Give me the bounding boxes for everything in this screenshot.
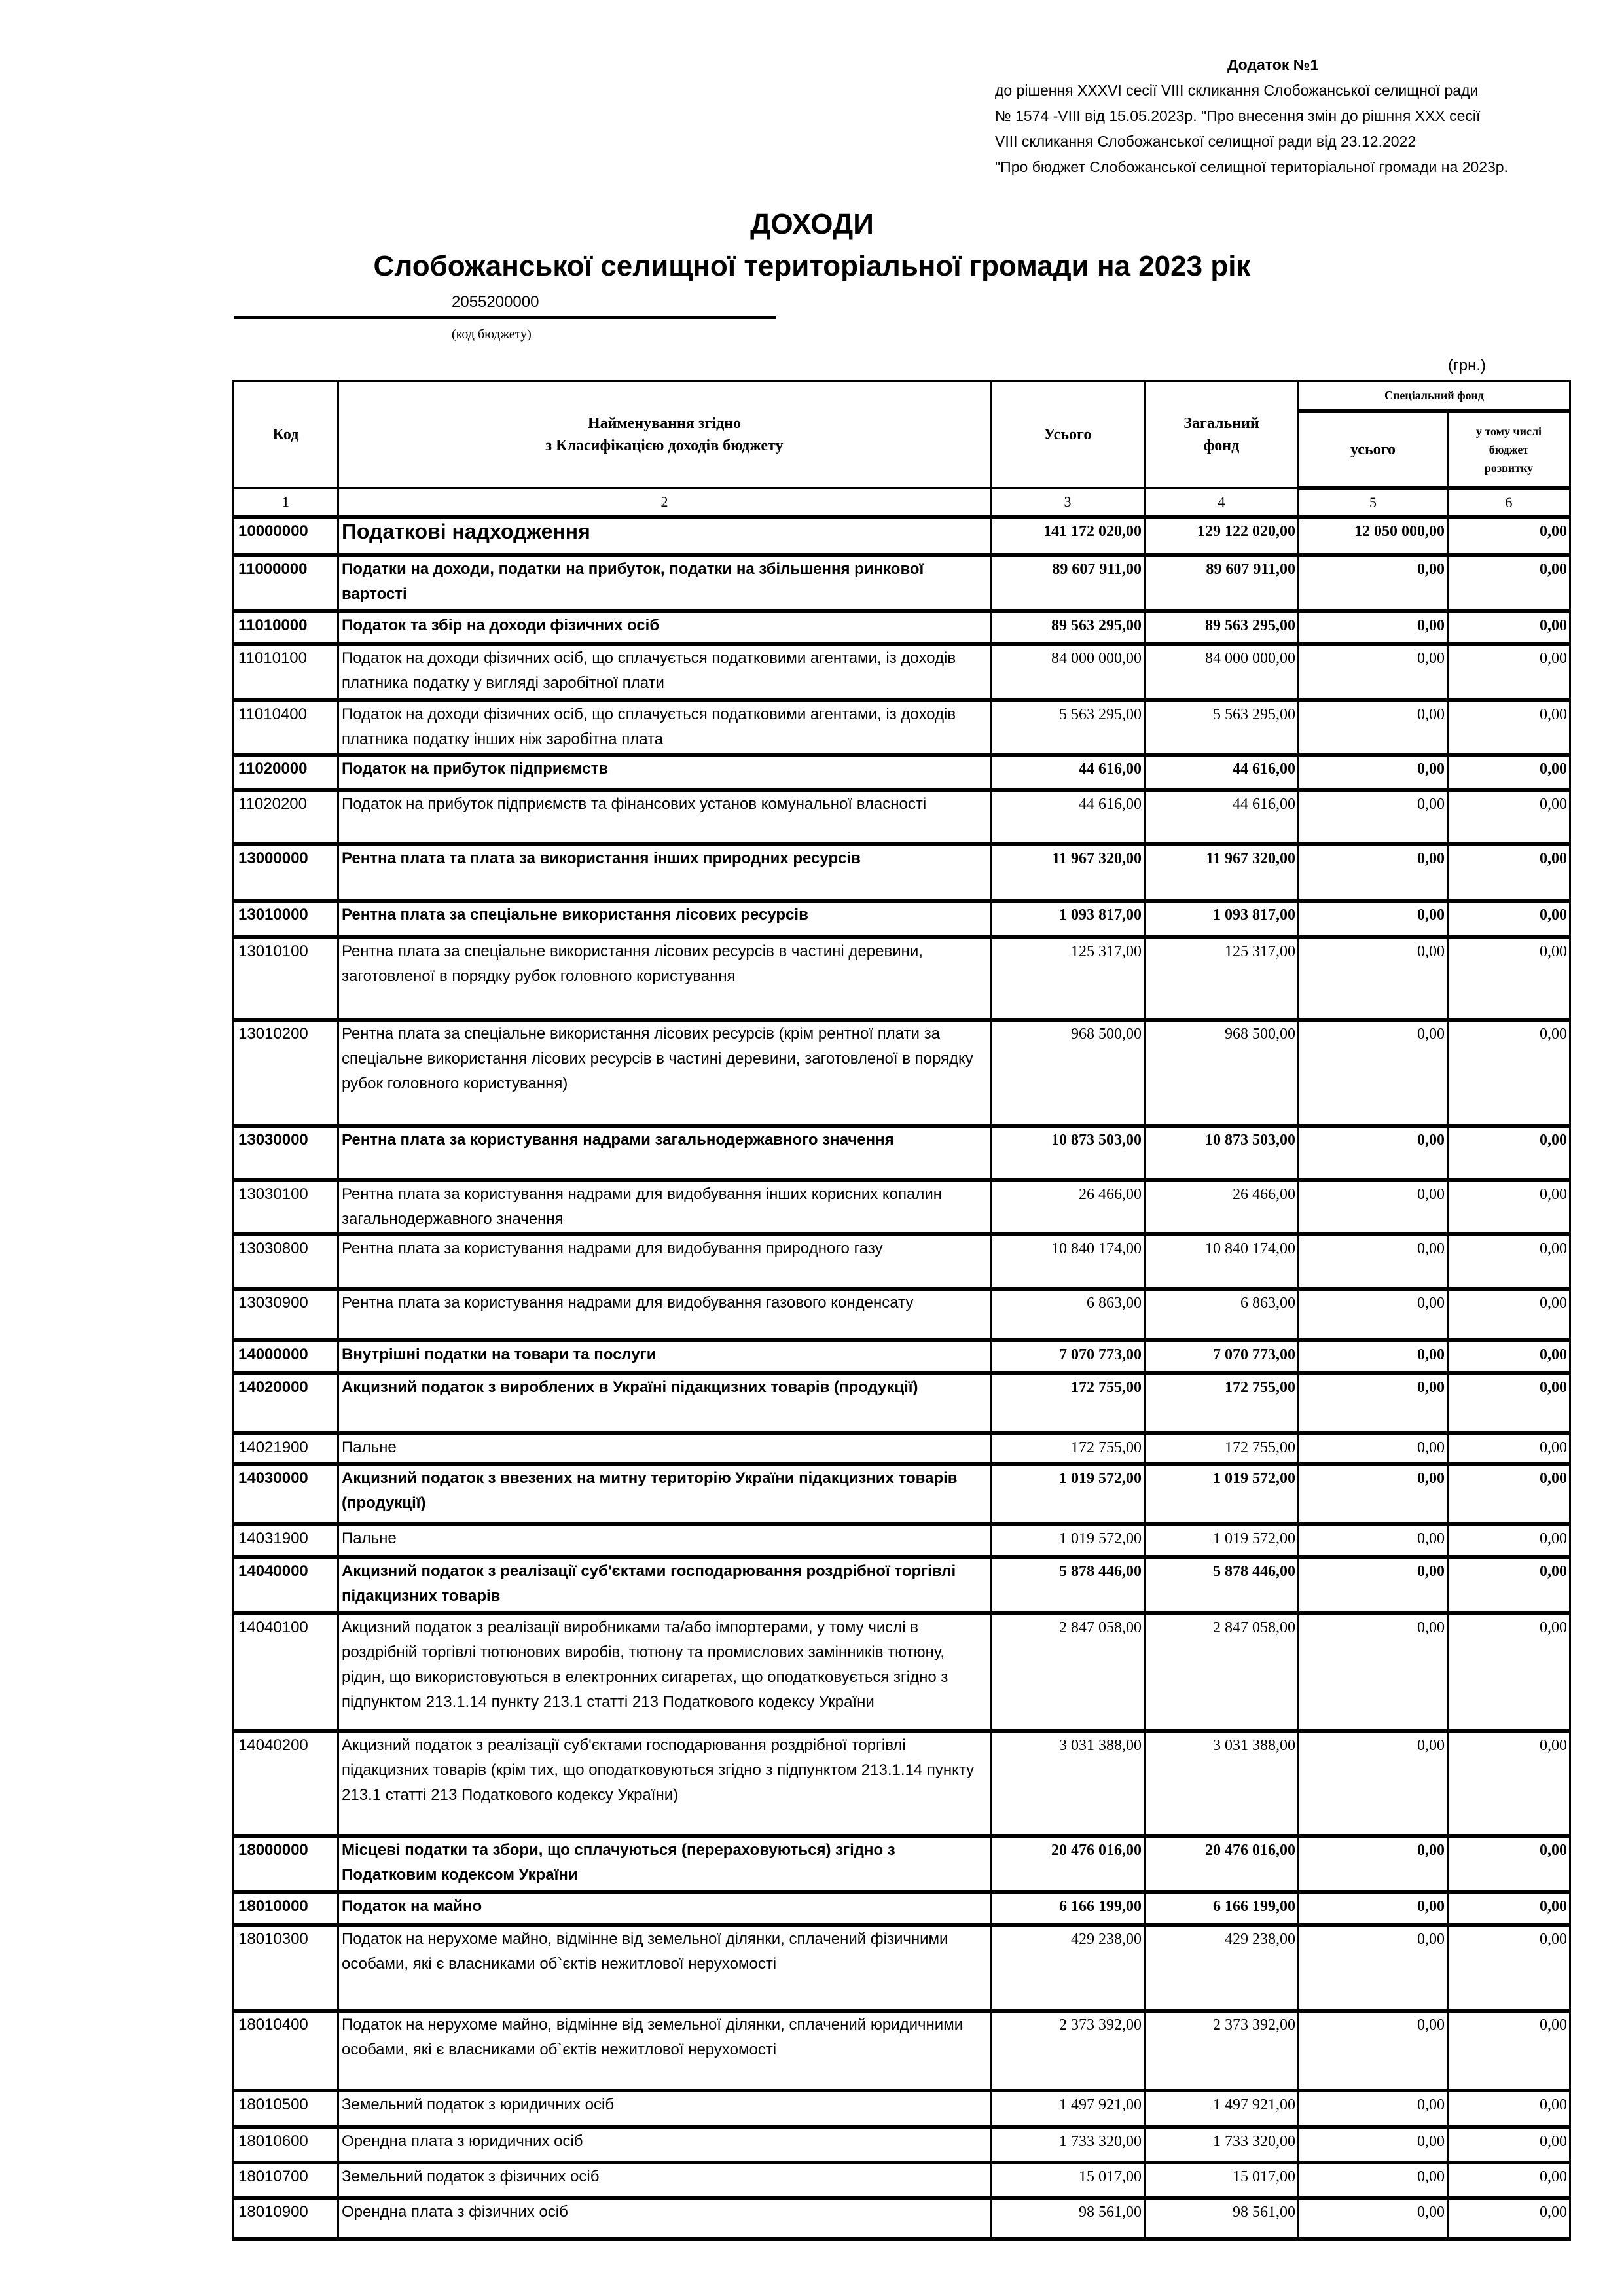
row-development-budget: 0,00 [1448, 937, 1570, 1020]
row-code: 13010000 [234, 901, 338, 937]
row-name: Рентна плата за користування надрами загальнодержавного значення [338, 1126, 991, 1180]
row-development-budget: 0,00 [1448, 1373, 1570, 1433]
row-total: 89 563 295,00 [991, 611, 1145, 644]
appendix-note [995, 52, 1584, 180]
row-development-budget: 0,00 [1448, 1340, 1570, 1373]
header-general-fund-line: фонд [1203, 437, 1240, 454]
row-total: 968 500,00 [991, 1020, 1145, 1126]
row-general-fund: 429 238,00 [1145, 1925, 1299, 2011]
row-special-fund: 0,00 [1299, 1557, 1448, 1613]
row-development-budget: 0,00 [1448, 755, 1570, 790]
table-row [234, 1557, 1570, 1613]
appendix-title: Додаток №1 [1227, 56, 1319, 73]
column-number: 6 [1448, 488, 1570, 517]
row-name: Акцизний податок з реалізації суб'єктами господарювання роздрібної торгівлі підакцизних товарів [338, 1557, 991, 1613]
row-general-fund: 1 019 572,00 [1145, 1524, 1299, 1557]
row-development-budget: 0,00 [1448, 901, 1570, 937]
row-total: 125 317,00 [991, 937, 1145, 1020]
row-general-fund: 172 755,00 [1145, 1433, 1299, 1464]
row-total: 44 616,00 [991, 755, 1145, 790]
row-development-budget: 0,00 [1448, 2090, 1570, 2127]
row-code: 11000000 [234, 555, 338, 611]
row-special-fund: 0,00 [1299, 790, 1448, 844]
row-development-budget: 0,00 [1448, 1892, 1570, 1925]
table-row [234, 1234, 1570, 1289]
row-development-budget: 0,00 [1448, 2127, 1570, 2162]
row-special-fund: 0,00 [1299, 1925, 1448, 2011]
row-special-fund: 0,00 [1299, 644, 1448, 700]
row-development-budget: 0,00 [1448, 611, 1570, 644]
table-row [234, 644, 1570, 700]
row-code: 13000000 [234, 844, 338, 901]
row-code: 14040000 [234, 1557, 338, 1613]
row-special-fund: 0,00 [1299, 1289, 1448, 1340]
row-total: 172 755,00 [991, 1373, 1145, 1433]
row-name: Рентна плата за користування надрами для видобування природного газу [338, 1234, 991, 1289]
table-row [234, 1020, 1570, 1126]
row-code: 11010100 [234, 644, 338, 700]
row-name: Рентна плата за спеціальне використання лісових ресурсів [338, 901, 991, 937]
row-general-fund: 89 563 295,00 [1145, 611, 1299, 644]
table-row [234, 611, 1570, 644]
row-general-fund: 172 755,00 [1145, 1373, 1299, 1433]
table-row [234, 844, 1570, 901]
row-total: 6 166 199,00 [991, 1892, 1145, 1925]
row-name: Рентна плата за користування надрами для видобування газового конденсату [338, 1289, 991, 1340]
row-development-budget: 0,00 [1448, 700, 1570, 755]
row-code: 18010000 [234, 1892, 338, 1925]
row-code: 14030000 [234, 1464, 338, 1524]
header-special-total: усього [1299, 411, 1448, 488]
header-dev-line: бюджет [1489, 442, 1529, 456]
table-row [234, 2127, 1570, 2162]
column-number: 2 [338, 488, 991, 517]
table-row [234, 1613, 1570, 1731]
row-special-fund: 0,00 [1299, 1464, 1448, 1524]
row-general-fund: 2 847 058,00 [1145, 1613, 1299, 1731]
row-development-budget: 0,00 [1448, 1180, 1570, 1234]
row-total: 5 878 446,00 [991, 1557, 1145, 1613]
row-general-fund: 84 000 000,00 [1145, 644, 1299, 700]
table-row [234, 700, 1570, 755]
row-total: 1 733 320,00 [991, 2127, 1145, 2162]
row-special-fund: 0,00 [1299, 1836, 1448, 1892]
row-name: Податок на нерухоме майно, відмінне від земельної ділянки, сплачений фізичними особами, які є власниками об`єктів нежитлової нерухомості [338, 1925, 991, 2011]
row-code: 13030100 [234, 1180, 338, 1234]
table-row [234, 1126, 1570, 1180]
table-row [234, 901, 1570, 937]
header-name-line: Найменування згідно [587, 414, 742, 432]
row-special-fund: 0,00 [1299, 901, 1448, 937]
row-total: 7 070 773,00 [991, 1340, 1145, 1373]
header-general-fund [1145, 381, 1299, 488]
row-total: 429 238,00 [991, 1925, 1145, 2011]
budget-code-underline [234, 316, 776, 319]
table-row [234, 1925, 1570, 2011]
row-name: Рентна плата за користування надрами для видобування інших корисних копалин загальнодержавного значення [338, 1180, 991, 1234]
row-total: 26 466,00 [991, 1180, 1145, 1234]
row-code: 11020000 [234, 755, 338, 790]
table-row [234, 1524, 1570, 1557]
row-code: 18010400 [234, 2011, 338, 2090]
row-general-fund: 1 019 572,00 [1145, 1464, 1299, 1524]
row-general-fund: 89 607 911,00 [1145, 555, 1299, 611]
row-special-fund: 0,00 [1299, 1731, 1448, 1836]
row-name: Рентна плата та плата за використання інших природних ресурсів [338, 844, 991, 901]
row-code: 13010100 [234, 937, 338, 1020]
row-special-fund: 0,00 [1299, 844, 1448, 901]
appendix-line: VIII скликання Слобожанської селищної ради від 23.12.2022 [995, 133, 1416, 150]
table-body [234, 517, 1570, 2239]
table-row [234, 1180, 1570, 1234]
row-general-fund: 2 373 392,00 [1145, 2011, 1299, 2090]
row-code: 13030800 [234, 1234, 338, 1289]
row-development-budget: 0,00 [1448, 555, 1570, 611]
row-total: 98 561,00 [991, 2198, 1145, 2239]
row-special-fund: 0,00 [1299, 1180, 1448, 1234]
row-total: 3 031 388,00 [991, 1731, 1145, 1836]
row-general-fund: 10 840 174,00 [1145, 1234, 1299, 1289]
row-total: 1 093 817,00 [991, 901, 1145, 937]
row-name: Податок на доходи фізичних осіб, що сплачується податковими агентами, із доходів платника податку інших ніж заробітна плата [338, 700, 991, 755]
row-total: 1 019 572,00 [991, 1464, 1145, 1524]
row-total: 84 000 000,00 [991, 644, 1145, 700]
table-row [234, 2090, 1570, 2127]
row-development-budget: 0,00 [1448, 1557, 1570, 1613]
table-row [234, 2162, 1570, 2198]
row-general-fund: 44 616,00 [1145, 790, 1299, 844]
table-row [234, 755, 1570, 790]
row-code: 11010400 [234, 700, 338, 755]
row-special-fund: 0,00 [1299, 1524, 1448, 1557]
row-special-fund: 0,00 [1299, 700, 1448, 755]
row-total: 89 607 911,00 [991, 555, 1145, 611]
table-row [234, 1464, 1570, 1524]
header-dev-line: у тому числі [1475, 424, 1542, 438]
table-row [234, 1373, 1570, 1433]
row-name: Місцеві податки та збори, що сплачуються (перераховуються) згідно з Податковим кодексом України [338, 1836, 991, 1892]
table-row [234, 2011, 1570, 2090]
row-special-fund: 12 050 000,00 [1299, 517, 1448, 555]
document-subtitle: Слобожанської селищної територіальної громади на 2023 рік [373, 250, 1251, 282]
row-total: 2 847 058,00 [991, 1613, 1145, 1731]
row-development-budget: 0,00 [1448, 844, 1570, 901]
row-development-budget: 0,00 [1448, 1126, 1570, 1180]
row-name: Земельний податок з фізичних осіб [338, 2162, 991, 2198]
row-total: 15 017,00 [991, 2162, 1145, 2198]
row-total: 1 019 572,00 [991, 1524, 1145, 1557]
row-code: 13010200 [234, 1020, 338, 1126]
row-code: 14021900 [234, 1433, 338, 1464]
row-special-fund: 0,00 [1299, 2011, 1448, 2090]
row-general-fund: 968 500,00 [1145, 1020, 1299, 1126]
row-special-fund: 0,00 [1299, 611, 1448, 644]
appendix-line: "Про бюджет Слобожанської селищної територіальної громади на 2023р. [995, 158, 1508, 175]
row-general-fund: 98 561,00 [1145, 2198, 1299, 2239]
row-development-budget: 0,00 [1448, 1731, 1570, 1836]
row-general-fund: 5 878 446,00 [1145, 1557, 1299, 1613]
row-special-fund: 0,00 [1299, 555, 1448, 611]
row-code: 14040200 [234, 1731, 338, 1836]
row-name: Орендна плата з фізичних осіб [338, 2198, 991, 2239]
row-name: Податок на нерухоме майно, відмінне від земельної ділянки, сплачений юридичними особами, які є власниками об`єктів нежитлової нерухомості [338, 2011, 991, 2090]
appendix-line: до рішення XXXVI сесії VIII скликання Слобожанської селищної ради [995, 82, 1479, 99]
budget-code-caption: (код бюджету) [452, 327, 532, 342]
row-general-fund: 6 863,00 [1145, 1289, 1299, 1340]
row-name: Податок та збір на доходи фізичних осіб [338, 611, 991, 644]
row-total: 11 967 320,00 [991, 844, 1145, 901]
row-name: Рентна плата за спеціальне використання лісових ресурсів (крім рентної плати за спеціальне використання лісових ресурсів в частині деревини, заготовленої в порядку рубок головного користування) [338, 1020, 991, 1126]
table-row [234, 2198, 1570, 2239]
header-code: Код [234, 381, 338, 488]
header-total: Усього [991, 381, 1145, 488]
table-row [234, 937, 1570, 1020]
row-name: Внутрішні податки на товари та послуги [338, 1340, 991, 1373]
row-general-fund: 5 563 295,00 [1145, 700, 1299, 755]
row-total: 172 755,00 [991, 1433, 1145, 1464]
row-code: 18010500 [234, 2090, 338, 2127]
row-total: 2 373 392,00 [991, 2011, 1145, 2090]
row-general-fund: 1 093 817,00 [1145, 901, 1299, 937]
row-name: Податок на майно [338, 1892, 991, 1925]
row-general-fund: 15 017,00 [1145, 2162, 1299, 2198]
row-special-fund: 0,00 [1299, 1126, 1448, 1180]
row-special-fund: 0,00 [1299, 937, 1448, 1020]
row-development-budget: 0,00 [1448, 1836, 1570, 1892]
row-name: Податкові надходження [338, 517, 991, 555]
row-development-budget: 0,00 [1448, 1289, 1570, 1340]
currency-unit: (грн.) [1448, 357, 1487, 374]
table-row [234, 790, 1570, 844]
row-general-fund: 10 873 503,00 [1145, 1126, 1299, 1180]
row-development-budget: 0,00 [1448, 1613, 1570, 1731]
row-name: Податки на доходи, податки на прибуток, податки на збільшення ринкової вартості [338, 555, 991, 611]
document-title: ДОХОДИ [750, 208, 874, 240]
row-general-fund: 7 070 773,00 [1145, 1340, 1299, 1373]
row-code: 14031900 [234, 1524, 338, 1557]
row-development-budget: 0,00 [1448, 1020, 1570, 1126]
row-special-fund: 0,00 [1299, 2162, 1448, 2198]
header-name-line: з Класифікацією доходів бюджету [545, 437, 784, 454]
row-code: 18000000 [234, 1836, 338, 1892]
row-code: 18010300 [234, 1925, 338, 2011]
header-special-fund: Спеціальний фонд [1299, 381, 1570, 411]
row-special-fund: 0,00 [1299, 1613, 1448, 1731]
row-development-budget: 0,00 [1448, 1464, 1570, 1524]
row-development-budget: 0,00 [1448, 1433, 1570, 1464]
table-row [234, 555, 1570, 611]
row-code: 13030000 [234, 1126, 338, 1180]
row-name: Податок на прибуток підприємств та фінансових установ комунальної власності [338, 790, 991, 844]
row-total: 20 476 016,00 [991, 1836, 1145, 1892]
row-name: Пальне [338, 1524, 991, 1557]
table-row [234, 1892, 1570, 1925]
row-total: 6 863,00 [991, 1289, 1145, 1340]
table-row [234, 1836, 1570, 1892]
revenue-table [232, 380, 1571, 2241]
row-name: Податок на доходи фізичних осіб, що сплачується податковими агентами, із доходів платника податку у вигляді заробітної плати [338, 644, 991, 700]
row-development-budget: 0,00 [1448, 1524, 1570, 1557]
row-general-fund: 1 733 320,00 [1145, 2127, 1299, 2162]
row-special-fund: 0,00 [1299, 1020, 1448, 1126]
header-dev-line: розвитку [1484, 461, 1534, 475]
row-name: Акцизний податок з реалізації виробниками та/або імпортерами, у тому числі в роздрібній торгівлі тютюнових виробів, тютюну та промислових замінників тютюну, рідин, що використовуються в електронних сигаретах, що оподатковується згідно з підпунктом 213.1.14 пункту 213.1 статті 213 Податкового кодексу України [338, 1613, 991, 1731]
row-name: Орендна плата з юридичних осіб [338, 2127, 991, 2162]
row-general-fund: 3 031 388,00 [1145, 1731, 1299, 1836]
row-name: Акцизний податок з ввезених на митну територію України підакцизних товарів (продукції) [338, 1464, 991, 1524]
table-row [234, 1340, 1570, 1373]
row-code: 11020200 [234, 790, 338, 844]
row-special-fund: 0,00 [1299, 1373, 1448, 1433]
row-name: Акцизний податок з реалізації суб'єктами господарювання роздрібної торгівлі підакцизних товарів (крім тих, що оподатковуються згідно з підпунктом 213.1.14 пункту 213.1 статті 213 Податкового кодексу України) [338, 1731, 991, 1836]
row-special-fund: 0,00 [1299, 1234, 1448, 1289]
row-total: 10 840 174,00 [991, 1234, 1145, 1289]
row-code: 11010000 [234, 611, 338, 644]
table-row [234, 1289, 1570, 1340]
row-development-budget: 0,00 [1448, 1234, 1570, 1289]
row-code: 14040100 [234, 1613, 338, 1731]
row-special-fund: 0,00 [1299, 2198, 1448, 2239]
budget-code: 2055200000 [452, 293, 539, 311]
row-special-fund: 0,00 [1299, 755, 1448, 790]
row-code: 18010600 [234, 2127, 338, 2162]
row-code: 18010700 [234, 2162, 338, 2198]
appendix-line: № 1574 -VIII від 15.05.2023р. "Про внесення змін до рішння XXX сесії [995, 107, 1481, 124]
row-general-fund: 26 466,00 [1145, 1180, 1299, 1234]
row-development-budget: 0,00 [1448, 2162, 1570, 2198]
row-code: 18010900 [234, 2198, 338, 2239]
row-general-fund: 1 497 921,00 [1145, 2090, 1299, 2127]
row-name: Рентна плата за спеціальне використання лісових ресурсів в частині деревини, заготовленої в порядку рубок головного користування [338, 937, 991, 1020]
row-general-fund: 44 616,00 [1145, 755, 1299, 790]
row-special-fund: 0,00 [1299, 2090, 1448, 2127]
row-total: 5 563 295,00 [991, 700, 1145, 755]
row-development-budget: 0,00 [1448, 644, 1570, 700]
row-total: 44 616,00 [991, 790, 1145, 844]
row-development-budget: 0,00 [1448, 2198, 1570, 2239]
row-special-fund: 0,00 [1299, 1340, 1448, 1373]
column-number: 5 [1299, 488, 1448, 517]
row-code: 14020000 [234, 1373, 338, 1433]
column-number: 1 [234, 488, 338, 517]
row-development-budget: 0,00 [1448, 517, 1570, 555]
row-name: Земельний податок з юридичних осіб [338, 2090, 991, 2127]
row-name: Акцизний податок з вироблених в Україні підакцизних товарів (продукції) [338, 1373, 991, 1433]
row-total: 141 172 020,00 [991, 517, 1145, 555]
header-development-budget [1448, 411, 1570, 488]
header-general-fund-line: Загальний [1183, 414, 1259, 432]
column-number: 4 [1145, 488, 1299, 517]
row-development-budget: 0,00 [1448, 2011, 1570, 2090]
row-special-fund: 0,00 [1299, 1892, 1448, 1925]
row-total: 1 497 921,00 [991, 2090, 1145, 2127]
row-general-fund: 6 166 199,00 [1145, 1892, 1299, 1925]
row-code: 10000000 [234, 517, 338, 555]
table-row [234, 1731, 1570, 1836]
row-code: 13030900 [234, 1289, 338, 1340]
table-row [234, 517, 1570, 555]
row-code: 14000000 [234, 1340, 338, 1373]
row-general-fund: 125 317,00 [1145, 937, 1299, 1020]
column-number: 3 [991, 488, 1145, 517]
row-name: Податок на прибуток підприємств [338, 755, 991, 790]
row-development-budget: 0,00 [1448, 1925, 1570, 2011]
row-special-fund: 0,00 [1299, 2127, 1448, 2162]
row-general-fund: 11 967 320,00 [1145, 844, 1299, 901]
row-special-fund: 0,00 [1299, 1433, 1448, 1464]
row-general-fund: 129 122 020,00 [1145, 517, 1299, 555]
header-name [338, 381, 991, 488]
table-row [234, 1433, 1570, 1464]
row-total: 10 873 503,00 [991, 1126, 1145, 1180]
row-general-fund: 20 476 016,00 [1145, 1836, 1299, 1892]
row-development-budget: 0,00 [1448, 790, 1570, 844]
row-name: Пальне [338, 1433, 991, 1464]
